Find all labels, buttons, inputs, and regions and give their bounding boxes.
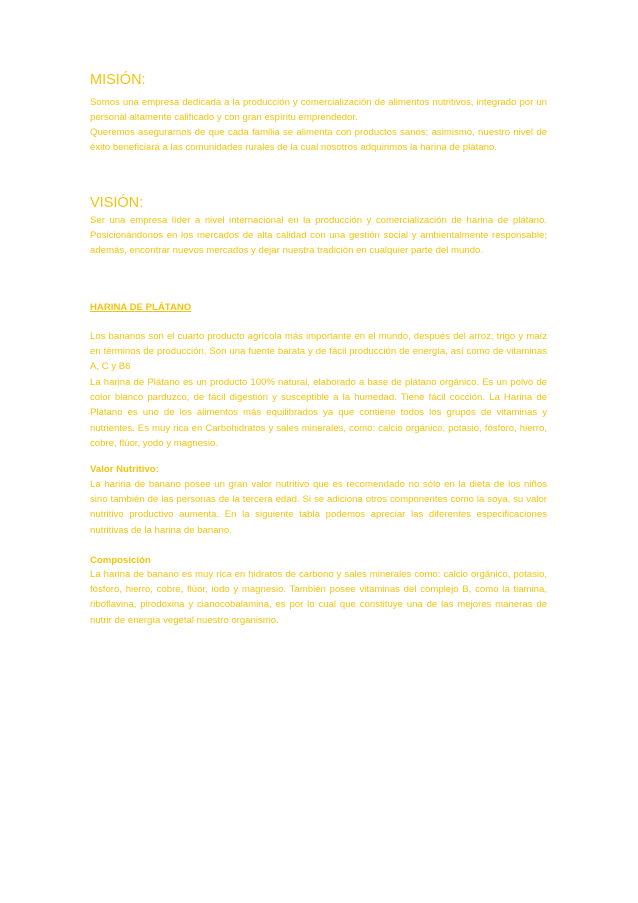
mision-paragraph-1: Somos una empresa dedicada a la producción y comercialización de alimentos nutritivos, integrado por un personal altamente calificado y con gran espíritu emprendedor. xyxy=(90,97,547,124)
harina-paragraph-1: Los bananos son el cuarto producto agrícola más importante en el mundo, después del arroz, trigo y maíz en términos de producción. Son una fuente barata y de fácil producción de energía, así como de vitaminas A, C y B6 xyxy=(90,331,547,373)
vision-heading: VISIÓN: xyxy=(90,195,144,211)
valor-nutritivo-heading: Valor Nutritivo: xyxy=(90,464,159,475)
vision-paragraph-1: Ser una empresa líder a nivel internacional en la producción y comercialización de harina de plátano. Posicionándonos en los mercados de alta calidad con una gestión social y ambientalmente responsable; además, encontrar nuevos mercados y dejar nuestra tradición en cualquier parte del mundo. xyxy=(90,215,547,257)
harina-heading: HARINA DE PLÁTANO xyxy=(90,302,192,313)
harina-paragraph-2: La harina de Plátano es un producto 100% natural, elaborado a base de plátano orgánico. Es un polvo de color blanco parduzco, de fácil digestión y susceptible a la humedad. Tiene fácil cocción. La Harina de Plátano es uno de los alimentos más equilibrados ya que contiene todos los grupos de vitaminas y nutrientes. Es muy rica en Carbohidratos y sales minerales, como: calcio orgánico, potasio, fósforo, hierro, cobre, flúor, yodo y magnesio. xyxy=(90,377,547,449)
composicion-heading: Composición xyxy=(90,555,151,566)
mision-paragraph-2: Queremos asegurarnos de que cada familia se alimenta con productos sanos; asimismo, nuestro nivel de éxito beneficiará a las comunidades rurales de la cual nosotros adquirimos la harina de plátano. xyxy=(90,127,547,154)
valor-nutritivo-paragraph: La harina de banano posee un gran valor nutritivo que es recomendado no sólo en la dieta de los niños sino también de las personas de la tercera edad. Si se adiciona otros componentes como la soya, su valor nutritivo productivo aumenta. En la siguiente tabla podemos apreciar las diferentes especificaciones nutritivas de la harina de banano. xyxy=(90,479,547,536)
composicion-paragraph: La harina de banano es muy rica en hidratos de carbono y sales minerales como: calcio orgánico, potasio, fósforo, hierro, cobre, flúor, iodo y magnesio. También posee vitaminas del complejo B, como la tiamina, riboflavina, pirodoxina y cianocobalamina, es por lo cual que constituye una de las mejores maneras de nutrir de energía vegetal nuestro organismo. xyxy=(90,569,547,626)
mision-heading: MISIÓN: xyxy=(90,72,146,88)
